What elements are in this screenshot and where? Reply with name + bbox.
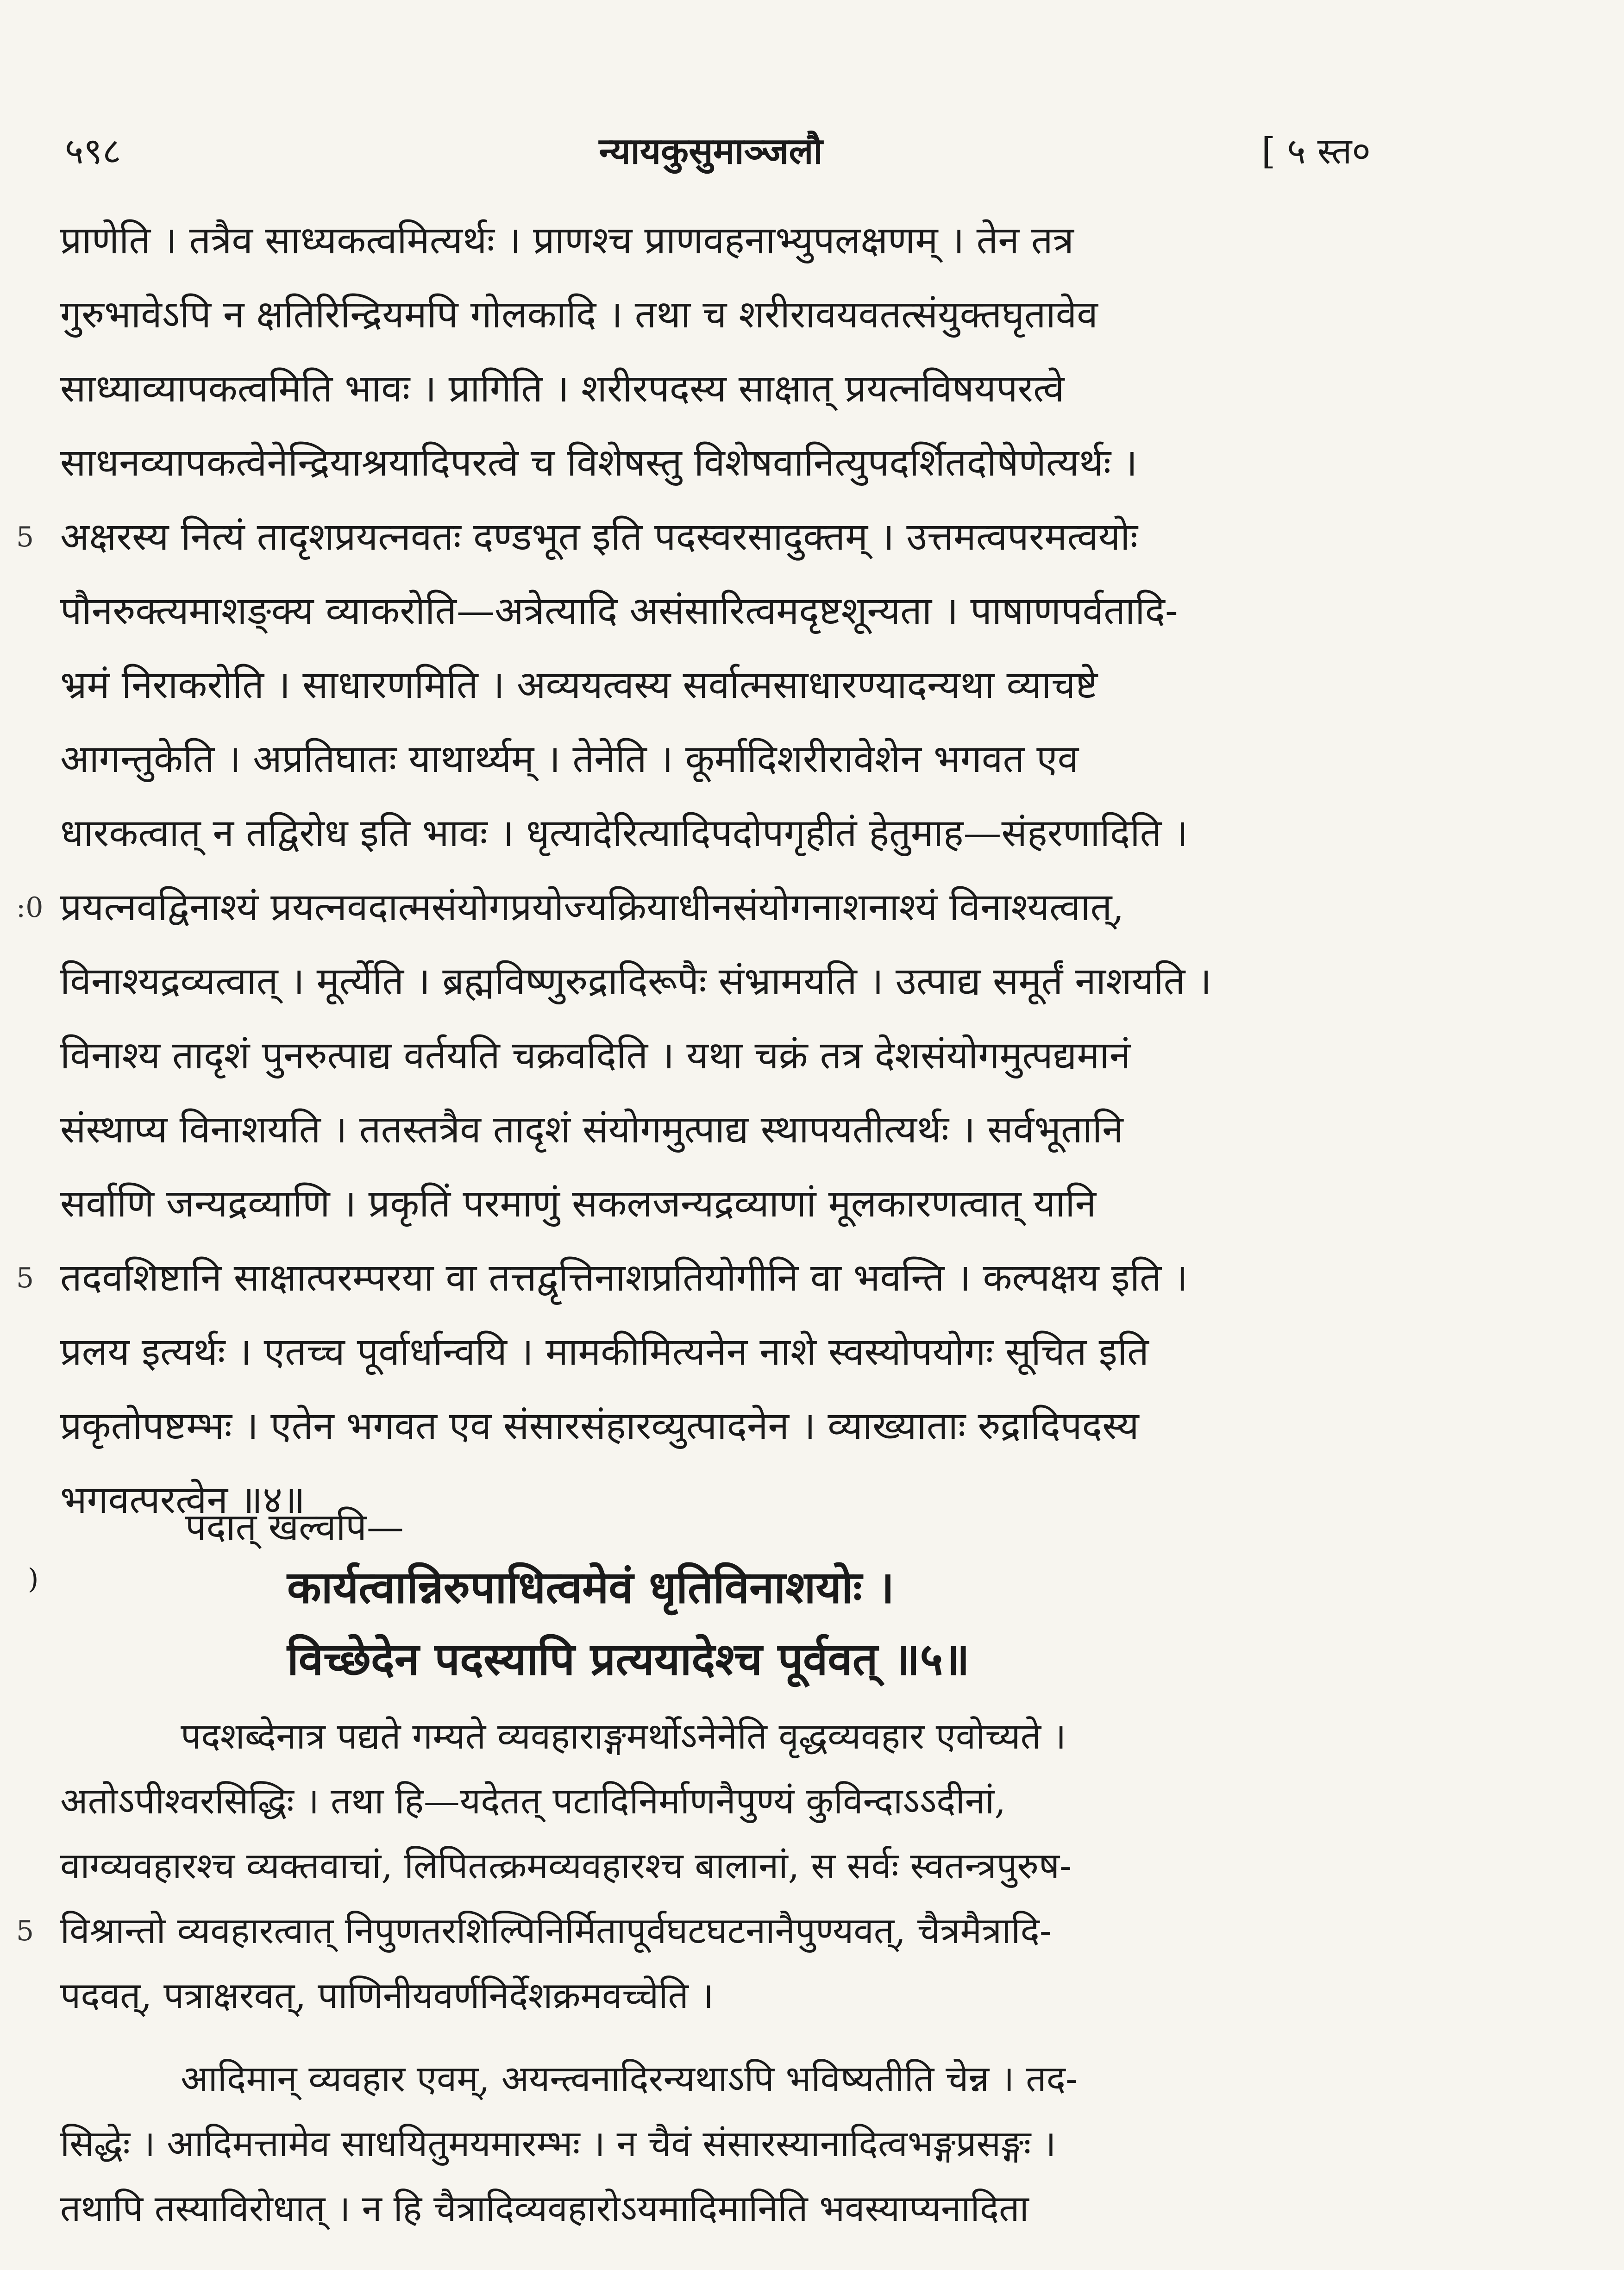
line-number: :0	[16, 891, 44, 924]
explanation-block	[16, 1704, 1348, 2241]
commentary-line: :0 प्रयत्नवद्विनाश्यं प्रयत्नवदात्मसंयोगप्रयोज्यक्रियाधीनसंयोगनाशनाश्यं विनाश्यत्वात्,	[60, 871, 1348, 945]
commentary-line: विनाश्यद्रव्यत्वात् । मूर्त्येति । ब्रह्मविष्णुरुद्रादिरूपैः संभ्रामयति । उत्पाद्य समूर्तं नाशयति ।	[60, 959, 1212, 1003]
karika-verse	[28, 1551, 1306, 1695]
commentary-line: साधनव्यापकत्वेनेन्द्रियाश्रयादिपरत्वे च विशेषस्तु विशेषवानित्युपदर्शितदोषेणेत्यर्थः ।	[60, 441, 1138, 485]
explanation-line: अतोऽपीश्वरसिद्धिः । तथा हि—यदेतत् पटादिनिर्माणनैपुण्यं कुविन्दाऽऽदीनां,	[60, 1781, 1006, 1822]
section-marker: [ ५ स्त०	[1261, 131, 1371, 172]
line-number: )	[28, 1563, 39, 1595]
explanation-line: वाग्व्यवहारश्च व्यक्तवाचां, लिपितत्क्रमव्यवहारश्च बालानां, स सर्वः स्वतन्त्रपुरुष-	[60, 1845, 1072, 1887]
commentary-line: धारकत्वात् न तद्विरोध इति भावः । धृत्यादेरित्यादिपदोपगृहीतं हेतुमाह—संहरणादिति ।	[60, 811, 1188, 855]
commentary-block	[16, 204, 1348, 1537]
verse-line: कार्यत्वान्निरुपाधित्वमेवं धृतिविनाशयोः ।	[287, 1561, 895, 1613]
commentary-line: पौनरुक्त्यमाशङ्क्य व्याकरोति—अत्रेत्यादि असंसारित्वमदृष्टशून्यता । पाषाणपर्वतादि-	[60, 589, 1178, 633]
commentary-line: प्रकृतोपष्टम्भः । एतेन भगवत एव संसारसंहारव्युत्पादनेन । व्याख्याताः रुद्रादिपदस्य	[60, 1404, 1139, 1448]
commentary-line: प्राणेति । तत्रैव साध्यकत्वमित्यर्थः । प्राणश्च प्राणवहनाभ्युपलक्षणम् । तेन तत्र	[60, 219, 1074, 263]
commentary-line: विनाश्य तादृशं पुनरुत्पाद्य वर्तयति चक्रवदिति । यथा चक्रं तत्र देशसंयोगमुत्पद्यमानं	[60, 1034, 1131, 1078]
explanation-line: पदवत्, पत्राक्षरवत्, पाणिनीयवर्णनिर्देशक्रमवच्चेति ।	[60, 1975, 714, 2017]
commentary-line: भगवत्परत्वेन ॥४॥	[60, 1478, 305, 1522]
commentary-line: 5 अक्षरस्य नित्यं तादृशप्रयत्नवतः दण्डभूत इति पदस्वरसादुक्तम् । उत्तमत्वपरमत्वयोः	[60, 500, 1348, 574]
commentary-line: साध्याव्यापकत्वमिति भावः । प्रागिति । शरीरपदस्य साक्षात् प्रयत्नविषयपरत्वे	[60, 367, 1065, 411]
commentary-line: संस्थाप्य विनाशयति । ततस्तत्रैव तादृशं संयोगमुत्पाद्य स्थापयतीत्यर्थः । सर्वभूतानि	[60, 1108, 1123, 1152]
line-number: 5	[16, 1262, 34, 1294]
commentary-line: सर्वाणि जन्यद्रव्याणि । प्रकृतिं परमाणुं सकलजन्यद्रव्याणां मूलकारणत्वात् यानि	[60, 1182, 1097, 1226]
commentary-line: गुरुभावेऽपि न क्षतिरिन्द्रियमपि गोलकादि । तथा च शरीरावयवतत्संयुक्तघृतावेव	[60, 293, 1098, 337]
commentary-line: आगन्तुकेति । अप्रतिघातः याथार्थ्यम् । तेनेति । कूर्मादिशरीरावेशेन भगवत एव	[60, 737, 1079, 781]
explanation-line: तथापि तस्याविरोधात् । न हि चैत्रादिव्यवहारोऽयमादिमानिति भवस्याप्यनादिता	[60, 2188, 1029, 2230]
commentary-line: 5 तदवशिष्टानि साक्षात्परम्परया वा तत्तद्वृत्तिनाशप्रतियोगीनि वा भवन्ति । कल्पक्षय इति ।	[60, 1241, 1348, 1315]
line-number: 5	[16, 521, 34, 553]
line-number: 5	[16, 1915, 34, 1947]
explanation-line: पदशब्देनात्र पद्यते गम्यते व्यवहाराङ्गमर्थोऽनेनेति वृद्धव्यवहार एवोच्यते ।	[181, 1716, 1066, 1757]
page-header	[51, 125, 1371, 185]
verse-line: विच्छेदेन पदस्यापि प्रत्ययादेश्च पूर्ववत् ॥५॥	[287, 1633, 970, 1685]
running-title: न्यायकुसुमाञ्जलौ	[599, 130, 823, 172]
commentary-line: भ्रमं निराकरोति । साधारणमिति । अव्ययत्वस्य सर्वात्मसाधारण्यादन्यथा व्याचष्टे	[60, 663, 1098, 707]
commentary-line: प्रलय इत्यर्थः । एतच्च पूर्वार्धान्वयि । मामकीमित्यनेन नाशे स्वस्योपयोगः सूचित इति	[60, 1330, 1149, 1374]
explanation-line: सिद्धेः । आदिमत्तामेव साधयितुमयमारम्भः । न चैवं संसारस्यानादित्वभङ्गप्रसङ्गः ।	[60, 2123, 1056, 2165]
verse-intro: पदात् खल्वपि—	[185, 1505, 404, 1549]
explanation-line: 5 विश्रान्तो व्यवहारत्वात् निपुणतरशिल्पिनिर्मितापूर्वघटघटनानैपुण्यवत्, चैत्रमैत्रादि-	[60, 1899, 1348, 1963]
page-number: ५९८	[65, 131, 121, 172]
explanation-line: आदिमान् व्यवहार एवम्, अयन्त्वनादिरन्यथाऽपि भविष्यतीति चेन्न । तद-	[181, 2058, 1078, 2100]
